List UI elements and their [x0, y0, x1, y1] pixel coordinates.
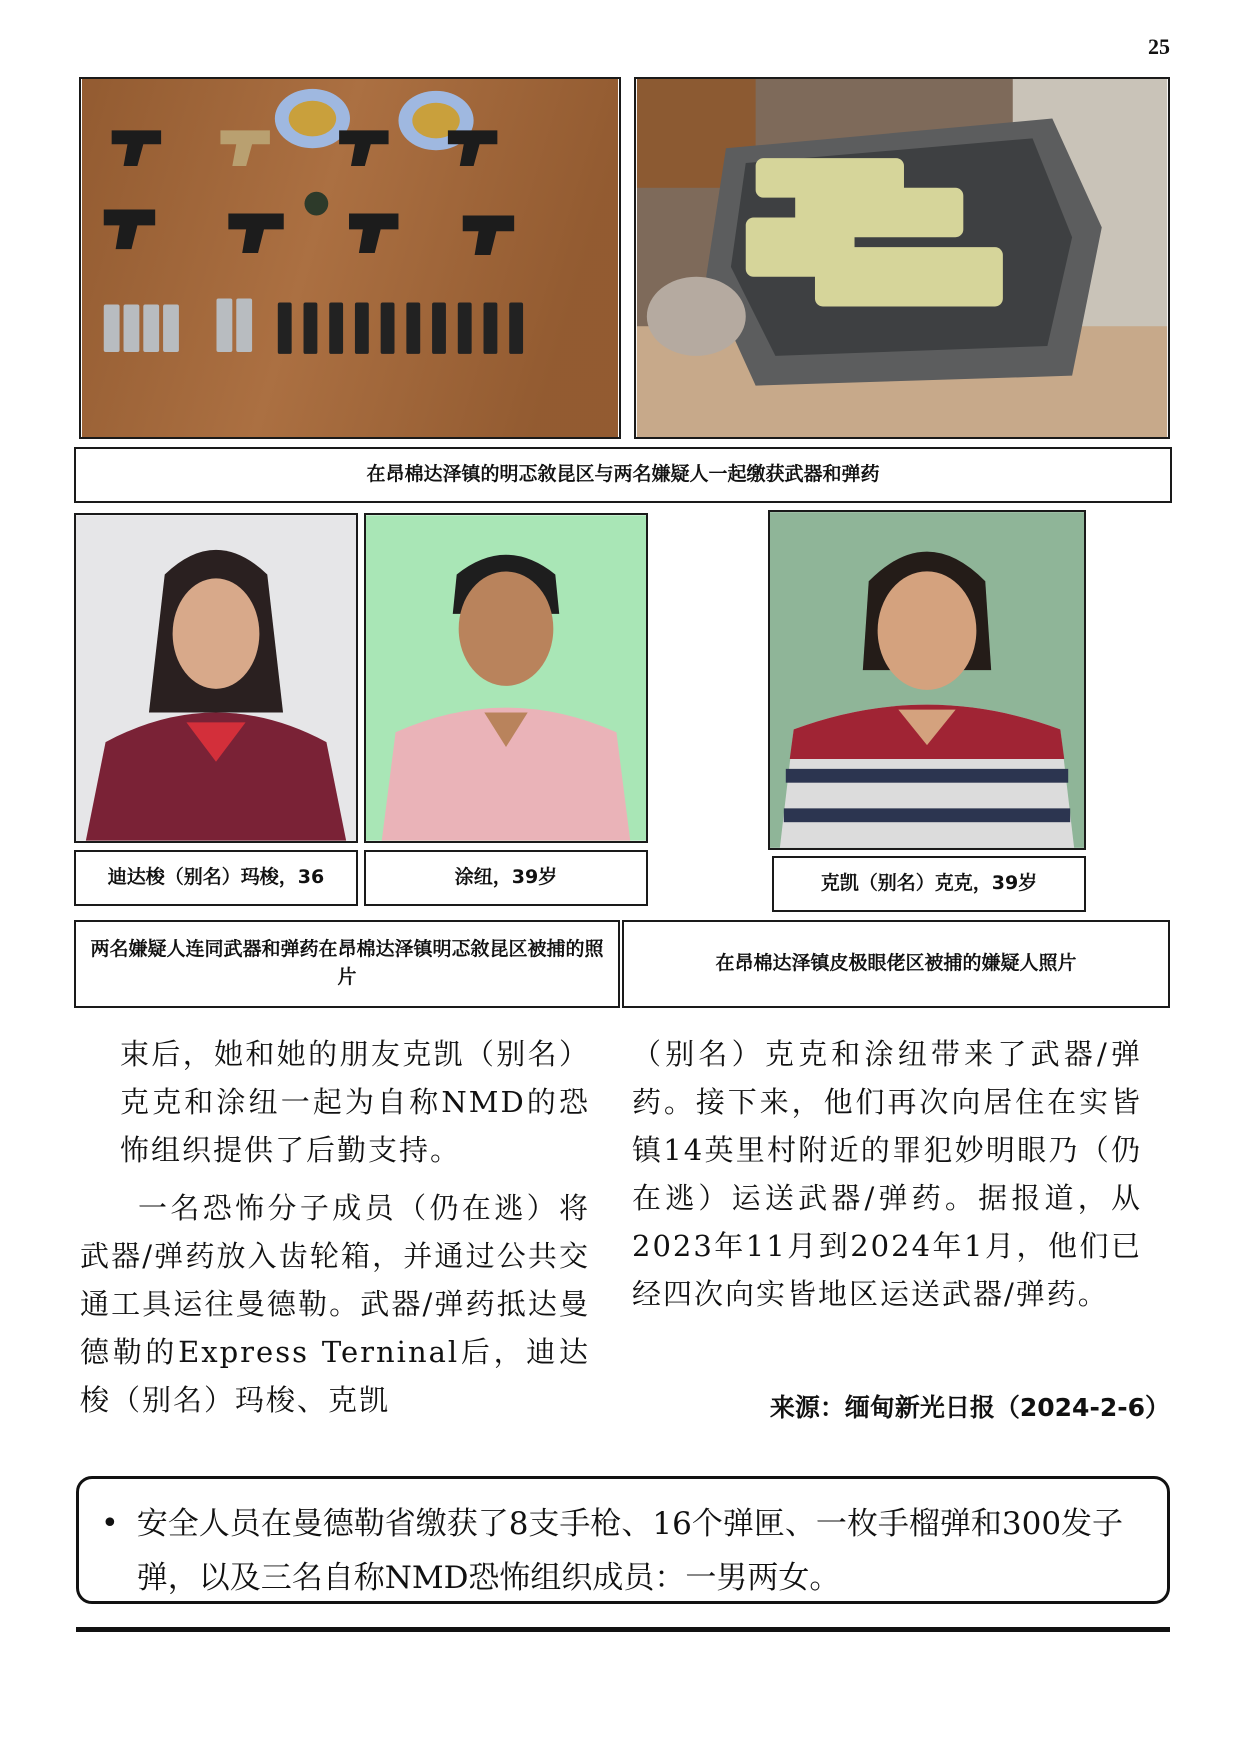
- article-left-paragraph-2: 一名恐怖分子成员（仍在逃）将武器/弹药放入齿轮箱，并通过公共交通工具运往曼德勒。武器/弹药抵达曼德勒的Express Terninal后，迪达梭（别名）玛梭、克凯: [80, 1191, 590, 1417]
- gearbox-illustration: [636, 79, 1168, 437]
- summary-box: [76, 1476, 1170, 1604]
- bottom-rule: [76, 1627, 1170, 1632]
- group-left-caption: 两名嫌疑人连同武器和弹药在昂棉达泽镇明忑敘昆区被捕的照片: [74, 920, 620, 1008]
- group-right-caption: 在昂棉达泽镇皮极眼佬区被捕的嫌疑人照片: [622, 920, 1170, 1008]
- suspect-3-caption: 克凯（别名）克克，39岁: [772, 856, 1086, 912]
- weapons-illustration: [81, 79, 619, 437]
- seizure-caption: 在昂棉达泽镇的明忑敘昆区与两名嫌疑人一起缴获武器和弹药: [74, 447, 1172, 503]
- bullet-icon: •: [101, 1506, 119, 1541]
- article-left-paragraph-1: 束后，她和她的朋友克凯（别名）克克和涂纽一起为自称NMD的恐怖组织提供了后勤支持。: [120, 1037, 590, 1167]
- source-credit: 来源：缅甸新光日报（2024-2-6）: [769, 1393, 1170, 1422]
- gearbox-photo: [634, 77, 1170, 439]
- article-left-column: [80, 1030, 590, 1424]
- suspect-1-caption: 迪达梭（别名）玛梭，36: [74, 850, 358, 906]
- suspect-2-photo: [364, 513, 648, 843]
- summary-text: 安全人员在曼德勒省缴获了8支手枪、16个弹匣、一枚手榴弹和300发子弹，以及三名自称NMD恐怖组织成员：一男两女。: [136, 1506, 1124, 1596]
- article-right-column: [632, 1030, 1142, 1318]
- suspect-3-photo: [768, 510, 1086, 850]
- suspect-2-illustration: [366, 515, 646, 841]
- page-number: 25: [1148, 34, 1170, 59]
- article-right-paragraph-1: （别名）克克和涂纽带来了武器/弹药。接下来，他们再次向居住在实皆镇14英里村附近的罪犯妙明眼乃（仍在逃）运送武器/弹药。据报道，从2023年11月到2024年1月，他们已经四次向实皆地区运送武器/弹药。: [632, 1037, 1142, 1311]
- suspect-3-illustration: [770, 512, 1084, 848]
- weapons-photo: [79, 77, 621, 439]
- suspect-1-illustration: [76, 515, 356, 841]
- suspect-2-caption: 涂纽，39岁: [364, 850, 648, 906]
- suspect-1-photo: [74, 513, 358, 843]
